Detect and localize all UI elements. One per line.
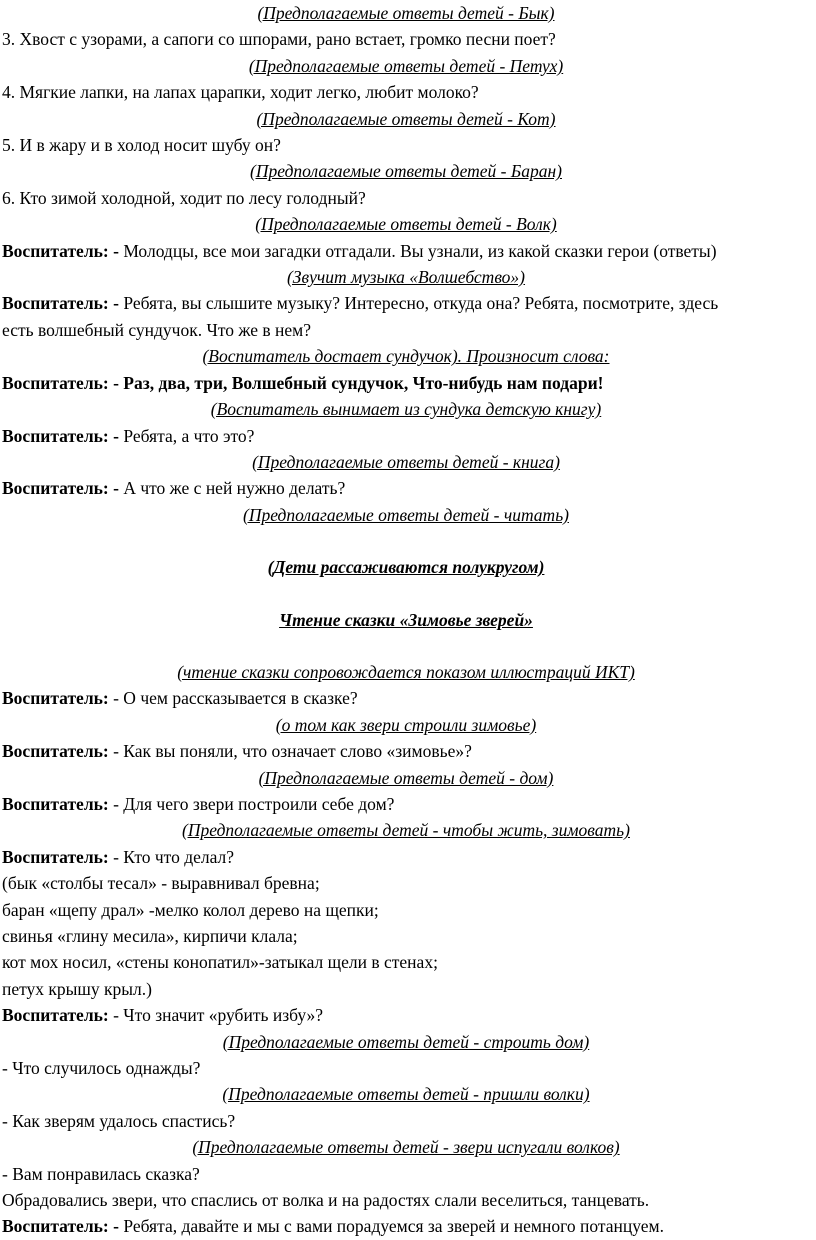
text-line: есть волшебный сундучок. Что же в нем? — [2, 319, 312, 340]
text-line: петух крышу крыл.) — [2, 978, 152, 999]
speech-line — [2, 738, 810, 764]
text-line: - Как зверям удалось спастись? — [2, 1110, 236, 1131]
speech-text: Молодцы, все мои загадки отгадали. Вы узнали, из какой сказки герои (ответы) — [118, 240, 717, 261]
stage-note: (Предполагаемые ответы детей - строить дом) — [222, 1031, 590, 1052]
speech-line — [2, 238, 810, 264]
speech-line — [2, 791, 810, 817]
stage-note: (Предполагаемые ответы детей - книга) — [252, 451, 560, 472]
text-line: - Вам понравилась сказка? — [2, 1163, 200, 1184]
blank-line — [2, 581, 810, 607]
text-line: - Что случилось однажды? — [2, 1058, 201, 1079]
stage-note: (Воспитатель вынимает из сундука детскую книгу) — [210, 399, 602, 420]
speech-text: Ребята, давайте и мы с вами порадуемся за зверей и немного потанцуем. — [118, 1216, 664, 1237]
stage-note: (Предполагаемые ответы детей - Кот) — [256, 108, 556, 129]
stage-note: (Предполагаемые ответы детей - чтобы жить, зимовать) — [182, 820, 630, 841]
stage-note: (Предполагаемые ответы детей - звери испугали волков) — [192, 1137, 620, 1158]
speech-line — [2, 844, 810, 870]
stage-note: (чтение сказки сопровождается показом иллюстраций ИКТ) — [177, 661, 635, 682]
speech-text: - Для чего звери построили себе дом? — [108, 793, 395, 814]
stage-note: (Предполагаемые ответы детей - Баран) — [250, 161, 562, 182]
speech-line — [2, 290, 810, 316]
speaker-label: Воспитатель: — [2, 1005, 109, 1026]
stage-note: (Звучит музыка «Волшебство») — [286, 267, 526, 288]
stage-note: (Предполагаемые ответы детей - Петух) — [248, 55, 564, 76]
blank-line — [2, 633, 810, 659]
text-line: 5. И в жару и в холод носит шубу он? — [2, 135, 281, 156]
stage-note: (Предполагаемые ответы детей - пришли волки) — [222, 1084, 590, 1105]
stage-note: (Предполагаемые ответы детей - Бык) — [257, 3, 555, 23]
speech-text: - Кто что делал? — [108, 846, 235, 867]
text-line: Обрадовались звери, что спаслись от волка и на радостях слали веселиться, танцевать. — [2, 1190, 650, 1211]
stage-note: (о том как звери строили зимовье) — [275, 714, 537, 735]
text-line: баран «щепу драл» -мелко колол дерево на щепки; — [2, 899, 379, 920]
speaker-label: Воспитатель: — [2, 688, 109, 709]
stage-note: (Предполагаемые ответы детей - читать) — [243, 504, 569, 525]
bold-line: Воспитатель: - Раз, два, три, Волшебный сундучок, Что-нибудь нам подари! — [2, 372, 604, 393]
speaker-label: Воспитатель: - — [2, 240, 119, 261]
speech-line — [2, 475, 810, 501]
text-line: 3. Хвост с узорами, а сапоги со шпорами, рано встает, громко песни поет? — [2, 29, 556, 50]
speech-text: Ребята, вы слышите музыку? Интересно, откуда она? Ребята, посмотрите, здесь — [118, 293, 719, 314]
section-heading: (Дети рассаживаются полукругом) — [267, 557, 545, 578]
speech-text: Ребята, а что это? — [118, 425, 255, 446]
speaker-label: Воспитатель: — [2, 793, 109, 814]
speaker-label: Воспитатель: - — [2, 478, 119, 499]
speech-text: А что же с ней нужно делать? — [118, 478, 346, 499]
stage-note: (Предполагаемые ответы детей - дом) — [258, 767, 554, 788]
section-heading: Чтение сказки «Зимовье зверей» — [279, 609, 533, 630]
stage-note: (Воспитатель достает сундучок). Произносит слова: — [202, 346, 610, 367]
speech-line — [2, 1213, 810, 1239]
speech-text: - О чем рассказывается в сказке? — [108, 688, 358, 709]
text-line: 6. Кто зимой холодной, ходит по лесу голодный? — [2, 187, 366, 208]
speaker-label: Воспитатель: — [2, 741, 109, 762]
speech-text: - Как вы поняли, что означает слово «зимовье»? — [108, 741, 472, 762]
speech-text: - Что значит «рубить избу»? — [108, 1005, 324, 1026]
text-line: (бык «столбы тесал» - выравнивал бревна; — [2, 873, 320, 894]
speech-line — [2, 1002, 810, 1028]
speaker-label: Воспитатель: - — [2, 1216, 119, 1237]
text-line: свинья «глину месила», кирпичи клала; — [2, 926, 298, 946]
speaker-label: Воспитатель: - — [2, 293, 119, 314]
speaker-label: Воспитатель: — [2, 846, 109, 867]
text-line: кот мох носил, «стены конопатил»-затыкал щели в стенах; — [2, 952, 438, 973]
stage-note: (Предполагаемые ответы детей - Волк) — [255, 214, 557, 235]
speech-line — [2, 423, 810, 449]
text-line: 4. Мягкие лапки, на лапах царапки, ходит легко, любит молоко? — [2, 82, 479, 103]
speaker-label: Воспитатель: - — [2, 425, 119, 446]
speech-line — [2, 685, 810, 711]
blank-line — [2, 528, 810, 554]
